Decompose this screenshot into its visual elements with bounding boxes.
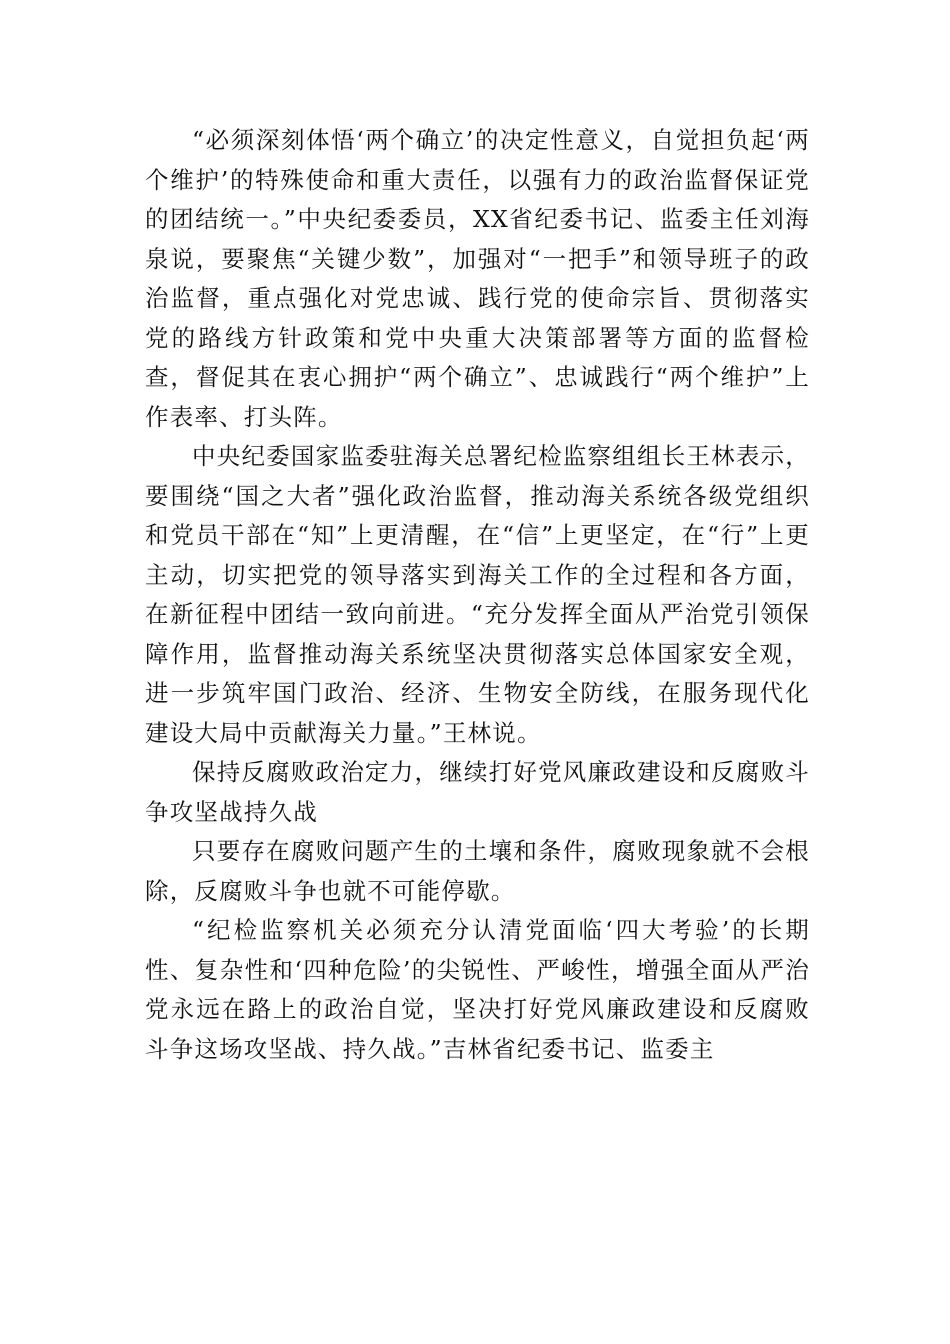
paragraph-1: “必须深刻体悟‘两个确立’的决定性意义，自觉担负起‘两个维护’的特殊使命和重大责任，以强有力的政治监督保证党的团结统一。”中央纪委委员，XX省纪委书记、监委主任刘海泉说，要聚焦“关键少数”，加强对“一把手”和领导班子的政治监督，重点强化对党忠诚、践行党的使命宗旨、贯彻落实党的路线方针政策和党中央重大决策部署等方面的监督检查，督促其在衷心拥护“两个确立”、忠诚践行“两个维护”上作表率、打头阵。 — [145, 126, 810, 431]
paragraph-4: 只要存在腐败问题产生的土壤和条件，腐败现象就不会根除，反腐败斗争也就不可能停歇。 — [145, 837, 810, 905]
paragraph-3-heading: 保持反腐败政治定力，继续打好党风廉政建设和反腐败斗争攻坚战持久战 — [145, 758, 810, 826]
paragraph-2: 中央纪委国家监委驻海关总署纪检监察组组长王林表示，要围绕“国之大者”强化政治监督，推动海关系统各级党组织和党员干部在“知”上更清醒，在“信”上更坚定，在“行”上更主动，切实把党的领导落实到海关工作的全过程和各方面，在新征程中团结一致向前进。“充分发挥全面从严治党引领保障作用，监督推动海关系统坚决贯彻落实总体国家安全观，进一步筑牢国门政治、经济、生物安全防线，在服务现代化建设大局中贡献海关力量。”王林说。 — [145, 442, 810, 747]
paragraph-5: “纪检监察机关必须充分认清党面临‘四大考验’的长期性、复杂性和‘四种危险’的尖锐性、严峻性，增强全面从严治党永远在路上的政治自觉，坚决打好党风廉政建设和反腐败斗争这场攻坚战、持久战。”吉林省纪委书记、监委主 — [145, 916, 810, 1063]
document-body — [145, 121, 810, 1069]
